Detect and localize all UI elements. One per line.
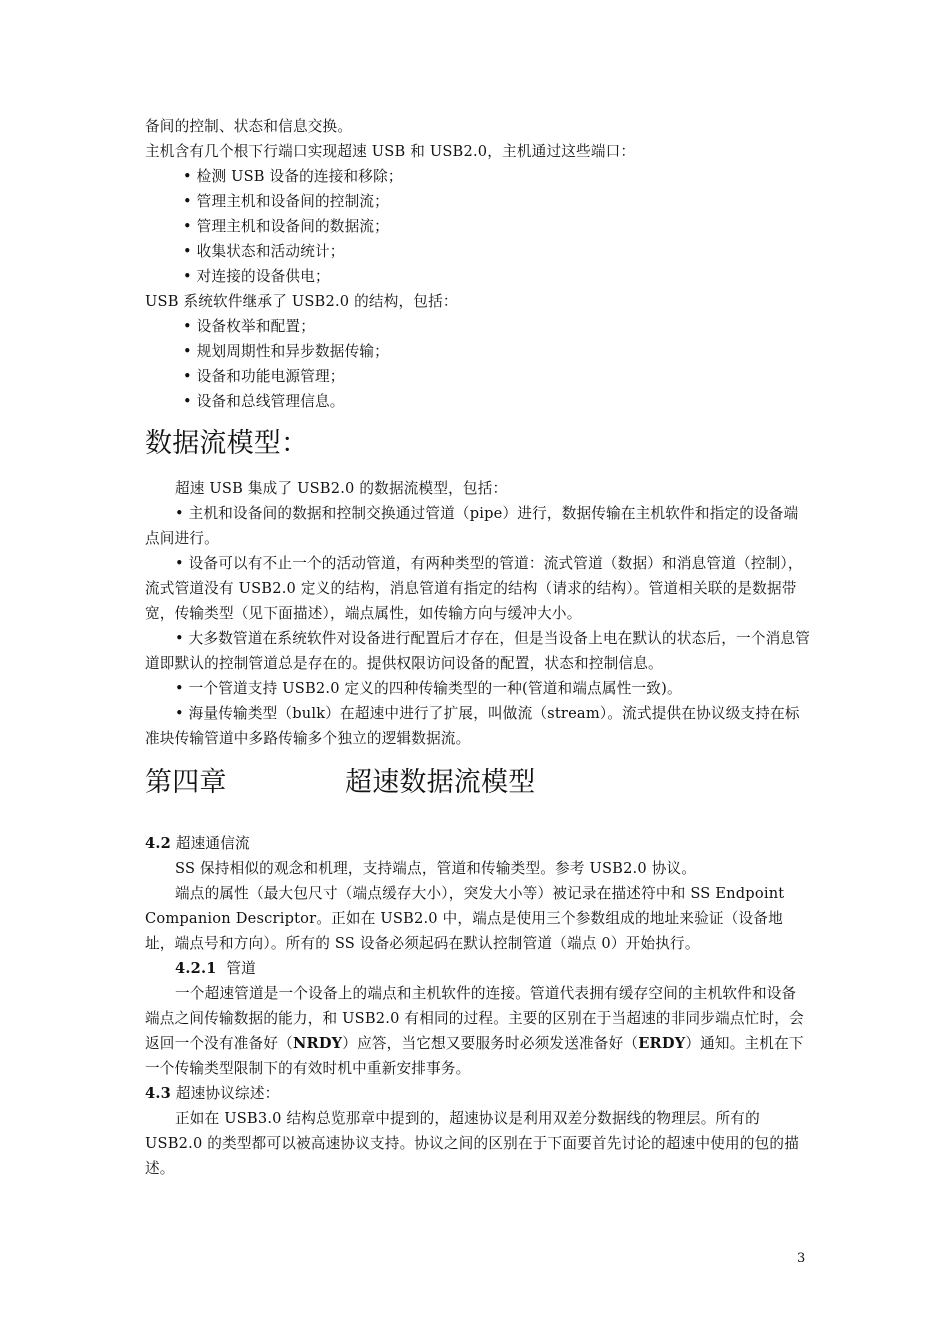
term-nrdy: NRDY — [292, 1035, 343, 1052]
list-item: • 规划周期性和异步数据传输； — [183, 343, 389, 360]
list-item: • 设备和总线管理信息。 — [183, 393, 345, 410]
paragraph-dataflow-intro: 超速 USB 集成了 USB2.0 的数据流模型，包括： — [175, 480, 508, 497]
chapter-heading — [145, 763, 810, 803]
term-erdy: ERDY — [638, 1035, 686, 1052]
page-content — [145, 114, 810, 1181]
section-number: 4.2.1 — [175, 960, 217, 977]
section-number: 4.3 — [145, 1085, 171, 1102]
section-number: 4.2 — [145, 835, 171, 852]
list-item: • 检测 USB 设备的连接和移除； — [183, 168, 403, 185]
list-item: • 设备可以有不止一个的活动管道，有两种类型的管道：流式管道（数据）和消息管道（控制），流式管道没有 USB2.0 定义的结构，消息管道有指定的结构（请求的结构）。管道相关联的是数据带宽，传输类型（见下面描述），端点属性，如传输方向与缓冲大小。 — [145, 555, 803, 622]
paragraph-4-2-1-pipes — [145, 981, 810, 1081]
list-item: • 收集状态和活动统计； — [183, 243, 345, 260]
paragraph-system-software: USB 系统软件继承了 USB2.0 的结构，包括： — [145, 293, 458, 310]
list-item: • 管理主机和设备间的数据流； — [183, 218, 389, 235]
paragraph-4-2-concepts: SS 保持相似的观念和机理，支持端点，管道和传输类型。参考 USB2.0 协议。 — [175, 860, 697, 877]
section-title: 超速通信流 — [175, 835, 250, 852]
list-item: • 海量传输类型（bulk）在超速中进行了扩展，叫做流（stream）。流式提供在协议级支持在标准块传输管道中多路传输多个独立的逻辑数据流。 — [145, 705, 800, 747]
text-run: ）通知。主机在下一个传输类型限制下的有效时机中重新安排事务。 — [145, 1035, 804, 1077]
section-title: 超速协议综述： — [175, 1085, 280, 1102]
paragraph-4-2-endpoints: 端点的属性（最大包尺寸（端点缓存大小），突发大小等）被记录在描述符中和 SS Endpoint Companion Descriptor。正如在 USB2.0 中，端点是使用三个参数组成的地址来验证（设备地址，端点号和方向）。所有的 SS 设备必须起码在默认控制管道（端点 0）开始执行。 — [145, 885, 785, 952]
paragraph-host-ports: 主机含有几个根下行端口实现超速 USB 和 USB2.0，主机通过这些端口： — [145, 143, 636, 160]
page-number: 3 — [797, 1251, 806, 1266]
chapter-title: 超速数据流模型 — [345, 767, 536, 798]
list-item: • 对连接的设备供电； — [183, 268, 330, 285]
text-run: 一个超速管道是一个设备上的端点和主机软件的连接。管道代表拥有缓存空间的主机软件和设备端点之间传输数据的能力，和 USB2.0 有相同的过程。主要的区别在于当超速的非同步端点忙时，会返回一个没有准备好（ — [145, 985, 804, 1052]
list-item: • 主机和设备间的数据和控制交换通过管道（pipe）进行，数据传输在主机软件和指定的设备端点间进行。 — [145, 505, 799, 547]
section-heading-4-3 — [145, 1081, 810, 1106]
list-item: • 大多数管道在系统软件对设备进行配置后才存在，但是当设备上电在默认的状态后，一个消息管道即默认的控制管道总是存在的。提供权限访问设备的配置，状态和控制信息。 — [145, 630, 810, 672]
paragraph-intro-continued: 备间的控制、状态和信息交换。 — [145, 118, 353, 135]
list-item: • 设备和功能电源管理； — [183, 368, 345, 385]
heading-dataflow-model: 数据流模型： — [145, 428, 309, 459]
section-title: 管道 — [226, 960, 256, 977]
list-item: • 一个管道支持 USB2.0 定义的四种传输类型的一种(管道和端点属性一致)。 — [175, 680, 682, 697]
list-item: • 设备枚举和配置； — [183, 318, 315, 335]
chapter-label: 第四章 — [145, 767, 227, 798]
list-item: • 管理主机和设备间的控制流； — [183, 193, 389, 210]
text-run: ）应答，当它想又要服务时必须发送准备好（ — [342, 1035, 639, 1052]
section-heading-4-2-1 — [145, 956, 810, 981]
paragraph-4-3-overview: 正如在 USB3.0 结构总览那章中提到的，超速协议是利用双差分数据线的物理层。所有的 USB2.0 的类型都可以被高速协议支持。协议之间的区别在于下面要首先讨论的超速中使用的包的描述。 — [145, 1110, 800, 1177]
section-heading-4-2 — [145, 831, 810, 856]
